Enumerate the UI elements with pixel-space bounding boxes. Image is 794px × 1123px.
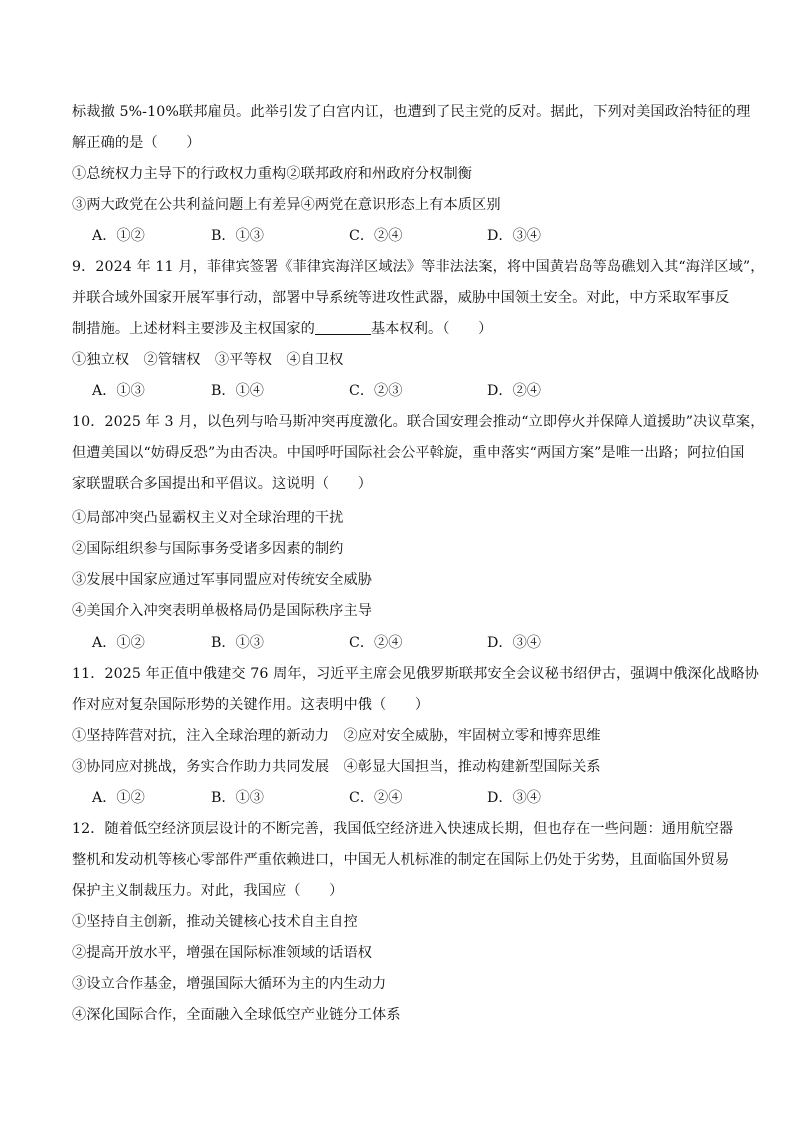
q10-option-a[interactable]: A．①② (92, 635, 145, 651)
q9-option-d[interactable]: D．②④ (487, 383, 541, 399)
q10-stem-line2: 但遭美国以“妨碍反恐”为由否决。中国呼吁国际社会公平斡旋，重申落实“两国方案”是唯一出路；阿拉伯国 (72, 445, 745, 461)
q9-items-line1: ①独立权 ②管辖权 ③平等权 ④自卫权 (72, 352, 344, 368)
q9-stem-line3 (72, 319, 734, 339)
q9-stem-line1: 9．2024 年 11 月，菲律宾签署《菲律宾海洋区域法》等非法法案，将中国黄岩岛等岛礁划入其“海洋区域”， (72, 259, 765, 275)
q12-stem-line3: 保护主义制裁压力。对此，我国应（ ） (72, 883, 344, 899)
q10-option-d[interactable]: D．③④ (487, 635, 541, 651)
q12-item-2: ②提高开放水平，增强在国际标准领域的话语权 (72, 945, 373, 961)
q10-option-b[interactable]: B．①③ (211, 635, 264, 651)
q8-option-c[interactable]: C．②④ (349, 228, 403, 244)
q12-item-1: ①坚持自主创新，推动关键核心技术自主自控 (72, 914, 358, 930)
q10-item-3: ③发展中国家应通过军事同盟应对传统安全威胁 (72, 572, 373, 588)
q8-stem-line2: 解正确的是（ ） (72, 135, 201, 151)
q10-item-1: ①局部冲突凸显霸权主义对全球治理的干扰 (72, 510, 344, 526)
q11-items-line2: ③协同应对挑战，务实合作助力共同发展 ④彰显大国担当，推动构建新型国际关系 (72, 759, 601, 775)
q10-item-2: ②国际组织参与国际事务受诸多因素的制约 (72, 541, 344, 557)
q8-items-line2: ③两大政党在公共利益问题上有差异④两党在意识形态上有本质区别 (72, 197, 501, 213)
q8-option-b[interactable]: B．①③ (211, 228, 264, 244)
q9-option-b[interactable]: B．①④ (211, 383, 264, 399)
q11-option-c[interactable]: C．②④ (349, 790, 403, 806)
q8-items-line1: ①总统权力主导下的行政权力重构②联邦政府和州政府分权制衡 (72, 166, 473, 182)
q9-stem-line3-pre: 制措施。上述材料主要涉及主权国家的 (72, 321, 315, 337)
q11-option-d[interactable]: D．③④ (487, 790, 541, 806)
q10-stem-line1: 10．2025 年 3 月，以色列与哈马斯冲突再度激化。联合国安理会推动“立即停火并保障人道援助”决议草案， (72, 414, 765, 430)
q8-option-d[interactable]: D．③④ (487, 228, 541, 244)
q11-option-a[interactable]: A．①② (92, 790, 145, 806)
q10-stem-line3: 家联盟联合多国提出和平倡议。这说明（ ） (72, 476, 373, 492)
q12-stem-line2: 整机和发动机等核心零部件严重依赖进口，中国无人机标准的制定在国际上仍处于劣势，且面临国外贸易 (72, 852, 730, 868)
q10-option-c[interactable]: C．②④ (349, 635, 403, 651)
q10-item-4: ④美国介入冲突表明单极格局仍是国际秩序主导 (72, 603, 373, 619)
q11-items-line1: ①坚持阵营对抗，注入全球治理的新动力 ②应对安全威胁，牢固树立零和博弈思维 (72, 728, 601, 744)
q11-stem-line1: 11．2025 年正值中俄建交 76 周年，习近平主席会见俄罗斯联邦安全会议秘书绍伊古，强调中俄深化战略协 (72, 666, 759, 682)
q12-item-4: ④深化国际合作，全面融入全球低空产业链分工体系 (72, 1007, 401, 1023)
q11-option-b[interactable]: B．①③ (211, 790, 264, 806)
q9-answer-blank (315, 320, 371, 335)
q11-stem-line2: 作对应对复杂国际形势的关键作用。这表明中俄（ ） (72, 697, 430, 713)
q9-option-a[interactable]: A．①③ (92, 383, 145, 399)
q12-stem-line1: 12．随着低空经济顶层设计的不断完善，我国低空经济进入快速成长期，但也存在一些问题：通用航空器 (72, 821, 734, 837)
q9-option-c[interactable]: C．②③ (349, 383, 403, 399)
q8-option-a[interactable]: A．①② (92, 228, 145, 244)
q8-stem-line1: 标裁撤 5%-10%联邦雇员。此举引发了白宫内讧，也遭到了民主党的反对。据此，下列对美国政治特征的理 (72, 104, 751, 120)
q9-stem-line2: 并联合域外国家开展军事行动，部署中导系统等进攻性武器，威胁中国领土安全。对此，中方采取军事反 (72, 290, 730, 306)
q12-item-3: ③设立合作基金，增强国际大循环为主的内生动力 (72, 976, 387, 992)
q9-stem-line3-post: 基本权利。（ ） (370, 321, 493, 337)
